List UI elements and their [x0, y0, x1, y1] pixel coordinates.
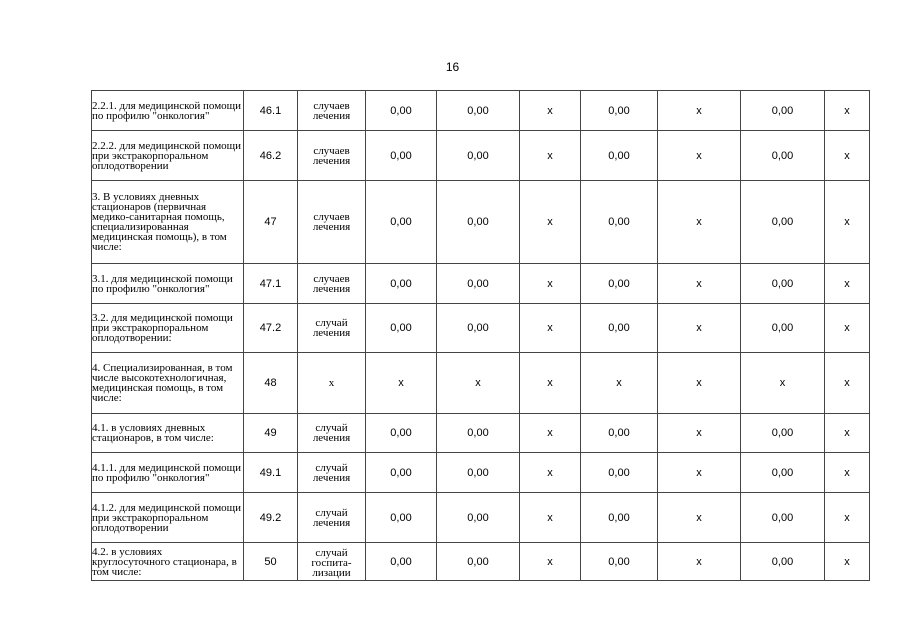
row-name-cell: 2.2.2. для медицинской помощи при экстракорпоральном оплодотворении	[92, 131, 244, 181]
value-cell: 0,00	[741, 91, 825, 131]
value-cell: 0,00	[437, 304, 520, 353]
value-cell: х	[520, 131, 581, 181]
value-cell: 0,00	[581, 304, 658, 353]
value-cell: 0,00	[741, 414, 825, 453]
value-cell: 0,00	[366, 543, 437, 581]
value-cell: 0,00	[437, 543, 520, 581]
value-cell: х	[520, 543, 581, 581]
table-row	[92, 181, 870, 264]
row-code-cell: 46.2	[244, 131, 298, 181]
value-cell: 0,00	[581, 91, 658, 131]
value-cell: 0,00	[741, 264, 825, 304]
value-cell: х	[825, 304, 870, 353]
row-name-cell: 3.1. для медицинской помощи по профилю "онкология"	[92, 264, 244, 304]
value-cell: х	[658, 453, 741, 493]
value-cell: 0,00	[581, 131, 658, 181]
value-cell: 0,00	[366, 181, 437, 264]
value-cell: 0,00	[437, 91, 520, 131]
value-cell: 0,00	[581, 181, 658, 264]
value-cell: 0,00	[366, 493, 437, 543]
value-cell: 0,00	[437, 264, 520, 304]
row-code-cell: 49.2	[244, 493, 298, 543]
value-cell: 0,00	[741, 131, 825, 181]
row-code-cell: 47.1	[244, 264, 298, 304]
row-name-cell: 4. Специализированная, в том числе высокотехнологичная, медицинская помощь, в том числе:	[92, 353, 244, 414]
value-cell: 0,00	[437, 181, 520, 264]
value-cell: 0,00	[581, 414, 658, 453]
table-row	[92, 414, 870, 453]
value-cell: х	[825, 91, 870, 131]
value-cell: 0,00	[437, 453, 520, 493]
value-cell: 0,00	[437, 131, 520, 181]
value-cell: 0,00	[437, 414, 520, 453]
value-cell: 0,00	[581, 493, 658, 543]
row-code-cell: 48	[244, 353, 298, 414]
value-cell: х	[658, 91, 741, 131]
value-cell: х	[366, 353, 437, 414]
value-cell: х	[658, 353, 741, 414]
value-cell: 0,00	[366, 414, 437, 453]
table-row	[92, 543, 870, 581]
row-name-cell: 4.1.1. для медицинской помощи по профилю "онкология"	[92, 453, 244, 493]
value-cell: х	[825, 353, 870, 414]
row-name-cell: 4.1.2. для медицинской помощи при экстракорпоральном оплодотворении	[92, 493, 244, 543]
row-name-cell: 2.2.1. для медицинской помощи по профилю "онкология"	[92, 91, 244, 131]
value-cell: х	[658, 131, 741, 181]
value-cell: х	[658, 264, 741, 304]
row-name-cell: 3. В условиях дневных стационаров (первичная медико-санитарная помощь, специализированная медицинская помощь), в том числе:	[92, 181, 244, 264]
value-cell: х	[825, 181, 870, 264]
row-name-cell: 4.2. в условиях круглосуточного стационара, в том числе:	[92, 543, 244, 581]
value-cell: х	[520, 304, 581, 353]
table-body	[92, 91, 870, 581]
value-cell: х	[825, 543, 870, 581]
value-cell: х	[520, 264, 581, 304]
value-cell: х	[658, 414, 741, 453]
page-number: 16	[445, 60, 460, 74]
row-code-cell: 47	[244, 181, 298, 264]
value-cell: х	[437, 353, 520, 414]
row-unit-cell: случаев лечения	[298, 91, 366, 131]
table-row	[92, 353, 870, 414]
value-cell: х	[825, 493, 870, 543]
row-code-cell: 49	[244, 414, 298, 453]
row-unit-cell: случай лечения	[298, 453, 366, 493]
row-unit-cell: случай лечения	[298, 414, 366, 453]
value-cell: х	[825, 264, 870, 304]
value-cell: х	[825, 453, 870, 493]
value-cell: 0,00	[437, 493, 520, 543]
value-cell: х	[658, 181, 741, 264]
table-row	[92, 304, 870, 353]
value-cell: 0,00	[366, 264, 437, 304]
value-cell: х	[658, 304, 741, 353]
row-unit-cell: случай лечения	[298, 304, 366, 353]
row-code-cell: 47.2	[244, 304, 298, 353]
row-unit-cell: случаев лечения	[298, 264, 366, 304]
table-row	[92, 131, 870, 181]
value-cell: 0,00	[366, 131, 437, 181]
value-cell: 0,00	[741, 181, 825, 264]
row-unit-cell: случаев лечения	[298, 131, 366, 181]
value-cell: 0,00	[366, 91, 437, 131]
value-cell: х	[658, 543, 741, 581]
value-cell: 0,00	[741, 493, 825, 543]
row-name-cell: 3.2. для медицинской помощи при экстракорпоральном оплодотворении:	[92, 304, 244, 353]
value-cell: х	[581, 353, 658, 414]
value-cell: 0,00	[741, 543, 825, 581]
value-cell: 0,00	[366, 453, 437, 493]
value-cell: х	[658, 493, 741, 543]
row-code-cell: 50	[244, 543, 298, 581]
value-cell: х	[520, 181, 581, 264]
table-row	[92, 453, 870, 493]
data-table	[91, 90, 870, 581]
value-cell: х	[825, 131, 870, 181]
value-cell: 0,00	[366, 304, 437, 353]
row-unit-cell: случаев лечения	[298, 181, 366, 264]
row-unit-cell: х	[298, 353, 366, 414]
value-cell: 0,00	[581, 453, 658, 493]
row-unit-cell: случай лечения	[298, 493, 366, 543]
value-cell: х	[520, 493, 581, 543]
row-code-cell: 49.1	[244, 453, 298, 493]
row-unit-cell: случай госпита-лизации	[298, 543, 366, 581]
value-cell: х	[520, 91, 581, 131]
value-cell: х	[825, 414, 870, 453]
row-name-cell: 4.1. в условиях дневных стационаров, в том числе:	[92, 414, 244, 453]
value-cell: х	[520, 453, 581, 493]
value-cell: х	[520, 414, 581, 453]
row-code-cell: 46.1	[244, 91, 298, 131]
value-cell: 0,00	[581, 264, 658, 304]
value-cell: х	[741, 353, 825, 414]
value-cell: х	[520, 353, 581, 414]
value-cell: 0,00	[741, 304, 825, 353]
value-cell: 0,00	[581, 543, 658, 581]
value-cell: 0,00	[741, 453, 825, 493]
table-row	[92, 264, 870, 304]
table-row	[92, 493, 870, 543]
table-row	[92, 91, 870, 131]
